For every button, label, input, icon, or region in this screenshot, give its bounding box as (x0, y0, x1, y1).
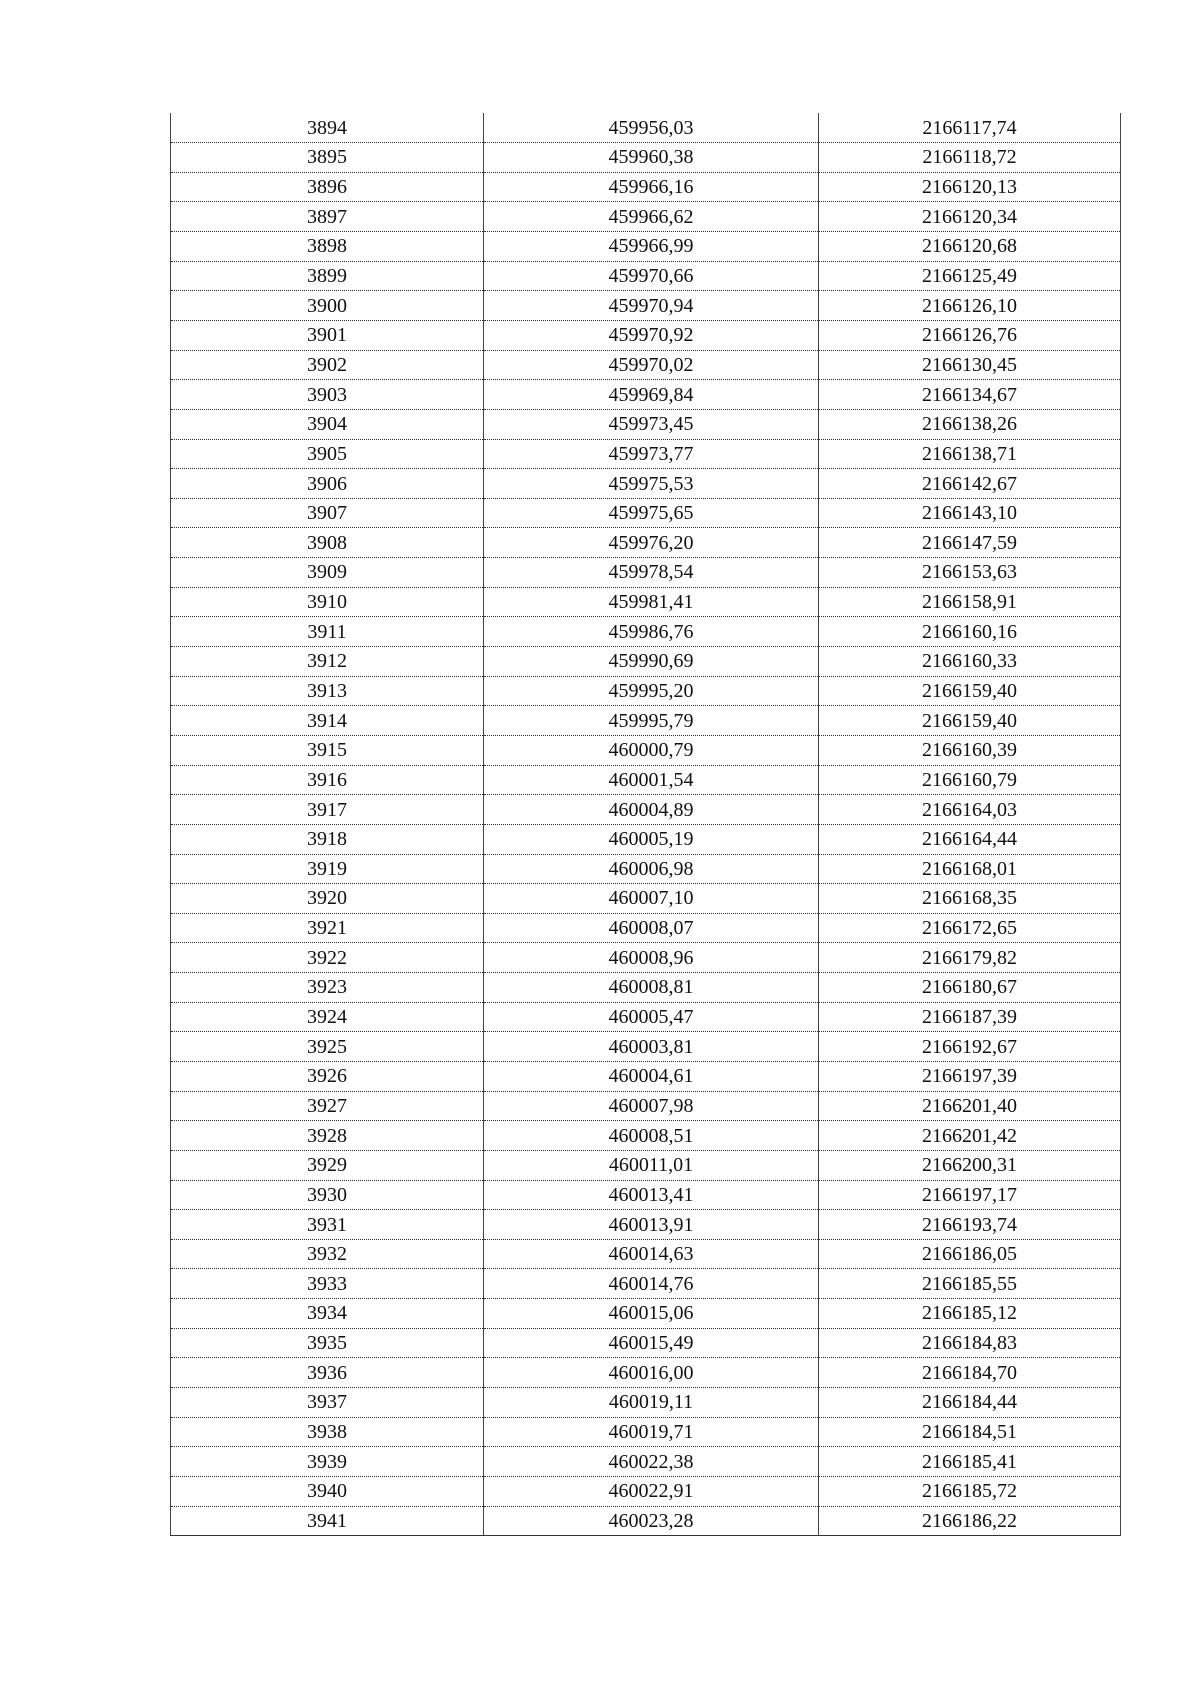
table-row (171, 498, 1121, 528)
y-coordinate-cell: 2166201,40 (819, 1091, 1121, 1121)
y-coordinate-cell: 2166138,71 (819, 439, 1121, 469)
y-coordinate-cell: 2166143,10 (819, 498, 1121, 528)
y-coordinate-cell: 2166160,16 (819, 617, 1121, 647)
y-coordinate-cell: 2166159,40 (819, 676, 1121, 706)
table-row (171, 1091, 1121, 1121)
point-number-cell: 3901 (171, 320, 484, 350)
point-number-cell: 3900 (171, 291, 484, 321)
x-coordinate-cell: 460007,98 (484, 1091, 819, 1121)
table-row (171, 439, 1121, 469)
point-number-cell: 3921 (171, 913, 484, 943)
point-number-cell: 3923 (171, 973, 484, 1003)
point-number-cell: 3927 (171, 1091, 484, 1121)
x-coordinate-cell: 459966,62 (484, 202, 819, 232)
y-coordinate-cell: 2166125,49 (819, 261, 1121, 291)
point-number-cell: 3934 (171, 1299, 484, 1329)
point-number-cell: 3915 (171, 735, 484, 765)
table-row (171, 113, 1121, 143)
table-row (171, 143, 1121, 173)
x-coordinate-cell: 460004,89 (484, 795, 819, 825)
table-row (171, 380, 1121, 410)
point-number-cell: 3925 (171, 1032, 484, 1062)
y-coordinate-cell: 2166160,79 (819, 765, 1121, 795)
point-number-cell: 3918 (171, 824, 484, 854)
table-row (171, 1269, 1121, 1299)
point-number-cell: 3904 (171, 409, 484, 439)
point-number-cell: 3912 (171, 647, 484, 677)
table-row (171, 1150, 1121, 1180)
x-coordinate-cell: 460000,79 (484, 735, 819, 765)
table-row (171, 202, 1121, 232)
x-coordinate-cell: 460005,19 (484, 824, 819, 854)
point-number-cell: 3939 (171, 1447, 484, 1477)
point-number-cell: 3930 (171, 1180, 484, 1210)
x-coordinate-cell: 459976,20 (484, 528, 819, 558)
y-coordinate-cell: 2166126,10 (819, 291, 1121, 321)
x-coordinate-cell: 459966,16 (484, 172, 819, 202)
x-coordinate-cell: 460007,10 (484, 884, 819, 914)
table-row (171, 706, 1121, 736)
x-coordinate-cell: 460022,91 (484, 1476, 819, 1506)
y-coordinate-cell: 2166185,55 (819, 1269, 1121, 1299)
y-coordinate-cell: 2166187,39 (819, 1002, 1121, 1032)
point-number-cell: 3897 (171, 202, 484, 232)
x-coordinate-cell: 460001,54 (484, 765, 819, 795)
point-number-cell: 3936 (171, 1358, 484, 1388)
y-coordinate-cell: 2166172,65 (819, 913, 1121, 943)
point-number-cell: 3913 (171, 676, 484, 706)
table-row (171, 676, 1121, 706)
x-coordinate-cell: 460022,38 (484, 1447, 819, 1477)
x-coordinate-cell: 459956,03 (484, 113, 819, 143)
x-coordinate-cell: 459990,69 (484, 647, 819, 677)
y-coordinate-cell: 2166185,41 (819, 1447, 1121, 1477)
point-number-cell: 3924 (171, 1002, 484, 1032)
table-row (171, 765, 1121, 795)
table-row (171, 261, 1121, 291)
y-coordinate-cell: 2166186,22 (819, 1506, 1121, 1536)
table-row (171, 1239, 1121, 1269)
table-row (171, 291, 1121, 321)
point-number-cell: 3903 (171, 380, 484, 410)
x-coordinate-cell: 459970,02 (484, 350, 819, 380)
x-coordinate-cell: 460013,41 (484, 1180, 819, 1210)
x-coordinate-cell: 459973,45 (484, 409, 819, 439)
table-row (171, 1121, 1121, 1151)
y-coordinate-cell: 2166197,17 (819, 1180, 1121, 1210)
table-row (171, 1210, 1121, 1240)
x-coordinate-cell: 460011,01 (484, 1150, 819, 1180)
table-row (171, 350, 1121, 380)
x-coordinate-cell: 460014,63 (484, 1239, 819, 1269)
point-number-cell: 3906 (171, 469, 484, 499)
y-coordinate-cell: 2166168,35 (819, 884, 1121, 914)
table-row (171, 409, 1121, 439)
y-coordinate-cell: 2166192,67 (819, 1032, 1121, 1062)
y-coordinate-cell: 2166118,72 (819, 143, 1121, 173)
y-coordinate-cell: 2166153,63 (819, 558, 1121, 588)
table-row (171, 913, 1121, 943)
point-number-cell: 3917 (171, 795, 484, 825)
x-coordinate-cell: 459986,76 (484, 617, 819, 647)
point-number-cell: 3926 (171, 1062, 484, 1092)
x-coordinate-cell: 459975,53 (484, 469, 819, 499)
coordinates-table-body (171, 113, 1121, 1536)
point-number-cell: 3938 (171, 1417, 484, 1447)
y-coordinate-cell: 2166164,03 (819, 795, 1121, 825)
x-coordinate-cell: 459995,79 (484, 706, 819, 736)
x-coordinate-cell: 460008,07 (484, 913, 819, 943)
x-coordinate-cell: 460015,49 (484, 1328, 819, 1358)
y-coordinate-cell: 2166193,74 (819, 1210, 1121, 1240)
y-coordinate-cell: 2166184,44 (819, 1388, 1121, 1418)
point-number-cell: 3931 (171, 1210, 484, 1240)
y-coordinate-cell: 2166184,83 (819, 1328, 1121, 1358)
y-coordinate-cell: 2166147,59 (819, 528, 1121, 558)
x-coordinate-cell: 459969,84 (484, 380, 819, 410)
y-coordinate-cell: 2166159,40 (819, 706, 1121, 736)
y-coordinate-cell: 2166160,33 (819, 647, 1121, 677)
table-row (171, 1447, 1121, 1477)
point-number-cell: 3922 (171, 943, 484, 973)
point-number-cell: 3898 (171, 232, 484, 262)
y-coordinate-cell: 2166180,67 (819, 973, 1121, 1003)
point-number-cell: 3928 (171, 1121, 484, 1151)
table-row (171, 1299, 1121, 1329)
point-number-cell: 3896 (171, 172, 484, 202)
table-row (171, 1032, 1121, 1062)
table-row (171, 1506, 1121, 1536)
table-row (171, 617, 1121, 647)
table-row (171, 1417, 1121, 1447)
table-row (171, 795, 1121, 825)
point-number-cell: 3899 (171, 261, 484, 291)
x-coordinate-cell: 460019,71 (484, 1417, 819, 1447)
y-coordinate-cell: 2166130,45 (819, 350, 1121, 380)
point-number-cell: 3909 (171, 558, 484, 588)
point-number-cell: 3937 (171, 1388, 484, 1418)
point-number-cell: 3920 (171, 884, 484, 914)
y-coordinate-cell: 2166120,13 (819, 172, 1121, 202)
y-coordinate-cell: 2166197,39 (819, 1062, 1121, 1092)
table-row (171, 528, 1121, 558)
x-coordinate-cell: 459970,94 (484, 291, 819, 321)
table-row (171, 854, 1121, 884)
x-coordinate-cell: 459966,99 (484, 232, 819, 262)
x-coordinate-cell: 460008,51 (484, 1121, 819, 1151)
y-coordinate-cell: 2166138,26 (819, 409, 1121, 439)
x-coordinate-cell: 459978,54 (484, 558, 819, 588)
point-number-cell: 3895 (171, 143, 484, 173)
point-number-cell: 3916 (171, 765, 484, 795)
y-coordinate-cell: 2166134,67 (819, 380, 1121, 410)
y-coordinate-cell: 2166120,34 (819, 202, 1121, 232)
table-row (171, 943, 1121, 973)
x-coordinate-cell: 459975,65 (484, 498, 819, 528)
x-coordinate-cell: 459995,20 (484, 676, 819, 706)
y-coordinate-cell: 2166160,39 (819, 735, 1121, 765)
table-row (171, 232, 1121, 262)
y-coordinate-cell: 2166164,44 (819, 824, 1121, 854)
x-coordinate-cell: 460008,96 (484, 943, 819, 973)
table-row (171, 1328, 1121, 1358)
table-row (171, 320, 1121, 350)
point-number-cell: 3908 (171, 528, 484, 558)
x-coordinate-cell: 460005,47 (484, 1002, 819, 1032)
table-row (171, 1180, 1121, 1210)
point-number-cell: 3940 (171, 1476, 484, 1506)
table-row (171, 973, 1121, 1003)
y-coordinate-cell: 2166185,72 (819, 1476, 1121, 1506)
y-coordinate-cell: 2166142,67 (819, 469, 1121, 499)
x-coordinate-cell: 460023,28 (484, 1506, 819, 1536)
x-coordinate-cell: 459970,66 (484, 261, 819, 291)
y-coordinate-cell: 2166201,42 (819, 1121, 1121, 1151)
point-number-cell: 3894 (171, 113, 484, 143)
y-coordinate-cell: 2166158,91 (819, 587, 1121, 617)
x-coordinate-cell: 459970,92 (484, 320, 819, 350)
point-number-cell: 3902 (171, 350, 484, 380)
point-number-cell: 3910 (171, 587, 484, 617)
point-number-cell: 3929 (171, 1150, 484, 1180)
y-coordinate-cell: 2166185,12 (819, 1299, 1121, 1329)
table-row (171, 884, 1121, 914)
y-coordinate-cell: 2166117,74 (819, 113, 1121, 143)
table-row (171, 735, 1121, 765)
y-coordinate-cell: 2166184,51 (819, 1417, 1121, 1447)
x-coordinate-cell: 460016,00 (484, 1358, 819, 1388)
x-coordinate-cell: 459973,77 (484, 439, 819, 469)
table-row (171, 1476, 1121, 1506)
x-coordinate-cell: 460015,06 (484, 1299, 819, 1329)
table-row (171, 558, 1121, 588)
x-coordinate-cell: 460003,81 (484, 1032, 819, 1062)
y-coordinate-cell: 2166120,68 (819, 232, 1121, 262)
table-row (171, 1388, 1121, 1418)
point-number-cell: 3914 (171, 706, 484, 736)
table-row (171, 172, 1121, 202)
table-row (171, 469, 1121, 499)
point-number-cell: 3933 (171, 1269, 484, 1299)
table-row (171, 1358, 1121, 1388)
x-coordinate-cell: 460006,98 (484, 854, 819, 884)
point-number-cell: 3905 (171, 439, 484, 469)
y-coordinate-cell: 2166126,76 (819, 320, 1121, 350)
table-row (171, 587, 1121, 617)
x-coordinate-cell: 460019,11 (484, 1388, 819, 1418)
point-number-cell: 3941 (171, 1506, 484, 1536)
x-coordinate-cell: 460008,81 (484, 973, 819, 1003)
table-row (171, 647, 1121, 677)
coordinates-table (170, 113, 1121, 1536)
point-number-cell: 3935 (171, 1328, 484, 1358)
table-row (171, 1002, 1121, 1032)
x-coordinate-cell: 459960,38 (484, 143, 819, 173)
y-coordinate-cell: 2166186,05 (819, 1239, 1121, 1269)
y-coordinate-cell: 2166184,70 (819, 1358, 1121, 1388)
table-row (171, 824, 1121, 854)
point-number-cell: 3919 (171, 854, 484, 884)
y-coordinate-cell: 2166179,82 (819, 943, 1121, 973)
x-coordinate-cell: 460014,76 (484, 1269, 819, 1299)
point-number-cell: 3932 (171, 1239, 484, 1269)
point-number-cell: 3911 (171, 617, 484, 647)
point-number-cell: 3907 (171, 498, 484, 528)
y-coordinate-cell: 2166200,31 (819, 1150, 1121, 1180)
y-coordinate-cell: 2166168,01 (819, 854, 1121, 884)
table-row (171, 1062, 1121, 1092)
x-coordinate-cell: 460013,91 (484, 1210, 819, 1240)
x-coordinate-cell: 460004,61 (484, 1062, 819, 1092)
x-coordinate-cell: 459981,41 (484, 587, 819, 617)
